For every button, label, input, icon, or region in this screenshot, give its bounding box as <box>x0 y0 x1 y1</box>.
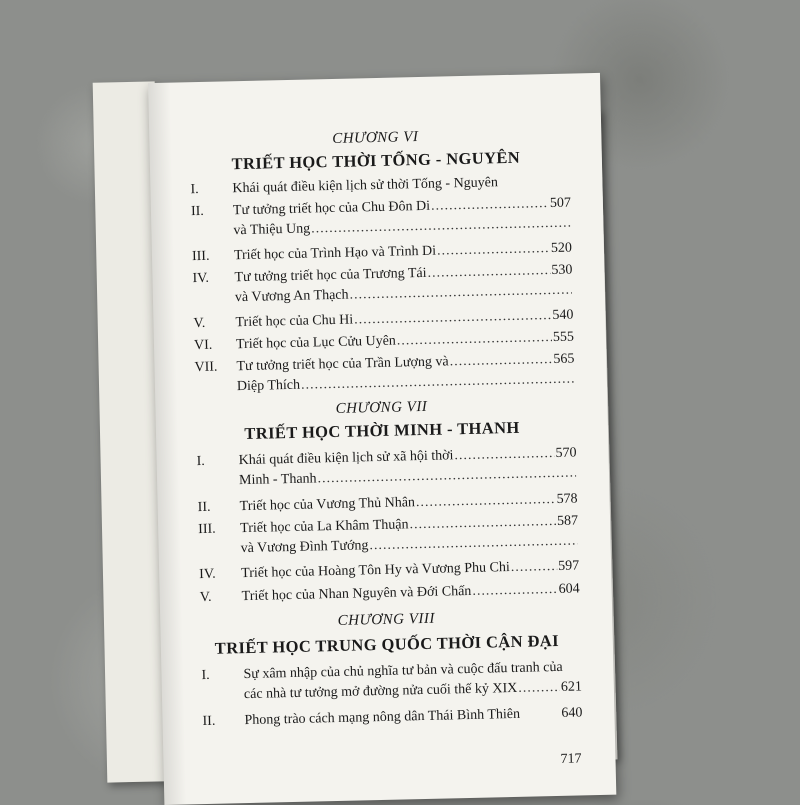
entry-title: Triết học của Nhan Nguyên và Đới Chấn <box>241 583 472 605</box>
entry-title: Triết học của La Khâm Thuận <box>240 517 409 537</box>
entry-title: Khái quát điều kiện lịch sử xã hội thời <box>238 448 454 469</box>
entry-number: IV. <box>192 270 210 287</box>
entry-page: 604 <box>558 581 580 597</box>
entry-number: III. <box>191 248 210 265</box>
entry-title: Sự xâm nhập của chủ nghĩa tư bản và cuộc đấu tranh của <box>243 659 563 683</box>
chapter-title: TRIẾT HỌC THỜI TỐNG - NGUYÊN <box>231 147 521 174</box>
entry-page: 565 <box>553 351 575 367</box>
entry-title: Triết học của Trình Hạo và Trình Di <box>233 243 437 264</box>
toc-entry <box>196 444 577 489</box>
entry-page: 540 <box>552 307 574 324</box>
entry-title: Tư tưởng triết học của Chu Đôn Di <box>232 198 431 219</box>
entry-page: 597 <box>557 558 580 574</box>
entry-title: Triết học của Vương Thủ Nhân <box>239 495 416 515</box>
entry-number: I. <box>190 182 199 198</box>
chapter-label: CHƯƠNG VII <box>335 398 428 417</box>
entry-title-continued: Minh - Thanh <box>238 471 317 489</box>
entry-number: II. <box>190 203 204 220</box>
entry-page: 640 <box>561 705 583 721</box>
entry-title: Phong trào cách mạng nông dân Thái Bình Thiên <box>244 706 521 729</box>
entry-page: 587 <box>556 513 579 529</box>
entry-number: I. <box>201 667 210 684</box>
entry-title-continued: Diệp Thích <box>236 377 301 395</box>
entry-title: Khái quát điều kiện lịch sử thời Tống - Nguyên <box>232 175 499 197</box>
entry-page: 530 <box>551 262 573 279</box>
entry-title: Tư tưởng triết học của Trần Lượng và <box>236 354 449 375</box>
entry-number: II. <box>197 499 211 516</box>
chapter-title: TRIẾT HỌC TRUNG QUỐC THỜI CẬN ĐẠI <box>214 630 560 658</box>
entry-number: III. <box>198 521 216 538</box>
chapter-label: CHƯƠNG VI <box>332 129 419 147</box>
entry-page: 570 <box>555 445 577 461</box>
entry-number: VI. <box>193 337 213 354</box>
entry-page: 555 <box>552 329 575 346</box>
page-number: 717 <box>560 751 582 767</box>
entry-title-continued: và Vương An Thạch <box>234 287 349 306</box>
entry-title: Triết học của Lục Cửu Uyên <box>235 333 397 353</box>
entry-number: IV. <box>199 566 216 583</box>
book-page <box>148 73 616 805</box>
chapter-title: TRIẾT HỌC THỜI MINH - THANH <box>244 417 520 444</box>
entry-title: Tư tưởng triết học của Trương Tái <box>234 265 427 286</box>
entry-number: V. <box>199 589 212 606</box>
entry-title-continued: và Vương Đình Tướng <box>240 538 369 557</box>
entry-number: V. <box>193 315 206 332</box>
entry-number: VII. <box>194 359 218 376</box>
toc-entry <box>201 657 583 703</box>
chapter-label: CHƯƠNG VIII <box>337 610 436 629</box>
entry-page: 578 <box>556 491 578 507</box>
entry-page: 520 <box>550 240 573 257</box>
table-of-contents <box>148 73 616 805</box>
entry-page: 507 <box>549 195 572 212</box>
entry-title-continued: các nhà tư tưởng mở đường nửa cuối thế kỷ XIX <box>243 680 518 703</box>
entry-number: I. <box>196 453 205 470</box>
entry-page: 621 <box>560 679 583 695</box>
entry-title: Triết học của Hoàng Tôn Hy và Vương Phu Chi <box>241 560 510 582</box>
entry-title-continued: và Thiệu Ung <box>233 221 311 239</box>
entry-title: Triết học của Chu Hi <box>235 312 354 331</box>
entry-number: II. <box>202 713 216 730</box>
